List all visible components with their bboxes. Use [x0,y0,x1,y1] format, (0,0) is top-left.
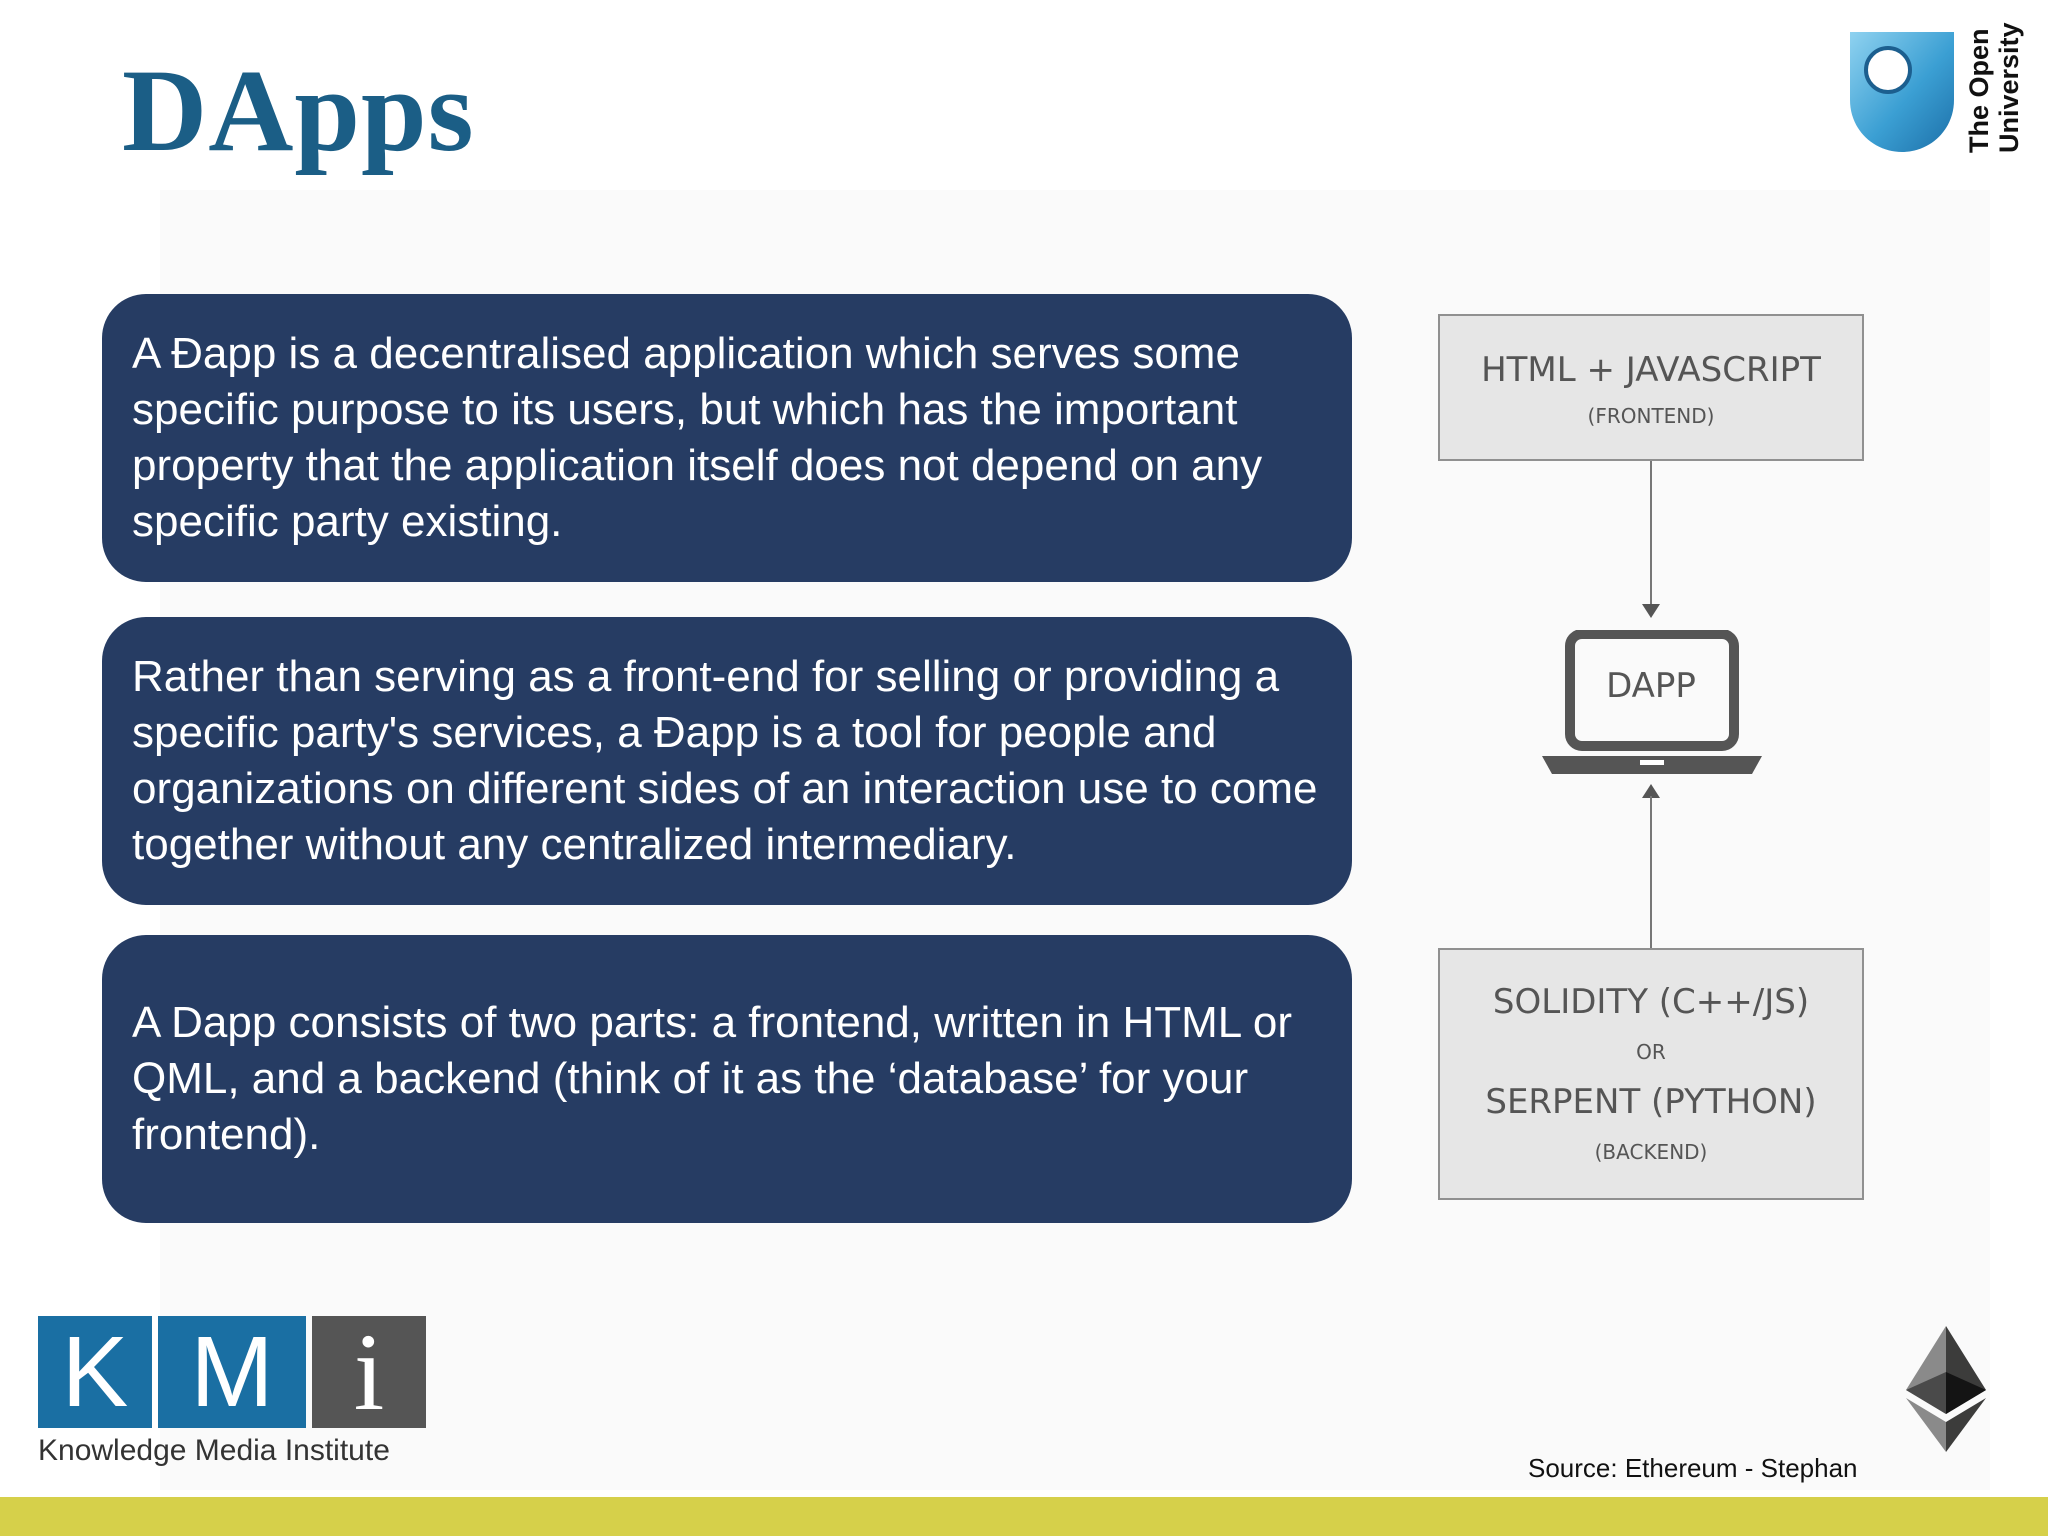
connector-line [1650,461,1652,606]
dapp-label: DAPP [1606,666,1696,706]
structure-box [102,935,1352,1223]
footer-bar [0,1497,2048,1536]
connector-line [1650,796,1652,948]
kmi-m-tile: M [158,1316,306,1428]
kmi-i-tile: i [312,1316,426,1428]
backend-subtitle: (BACKEND) [1594,1140,1708,1164]
ou-line-2: University [1994,22,2024,153]
backend-line-2: SERPENT (PYTHON) [1485,1082,1817,1122]
kmi-logo [38,1311,398,1476]
ou-shield-icon [1848,30,1956,154]
kmi-k-tile: K [38,1316,152,1428]
ou-line-1: The Open [1964,28,1994,153]
ou-wordmark [1964,22,2026,156]
ethereum-icon [1906,1326,1986,1452]
definition-box [102,294,1352,582]
backend-box [1438,948,1864,1200]
dapp-architecture-diagram [1420,300,1880,1220]
backend-or: OR [1636,1040,1666,1064]
purpose-text: Rather than serving as a front-end for selling or providing a specific party's services, a Đapp is a tool for people and organizations on different sides of an interaction use to come together without any centralized intermediary. [132,652,1318,869]
structure-text: A Dapp consists of two parts: a frontend, written in HTML or QML, and a backend (think of it as the ‘database’ for your frontend). [132,998,1292,1159]
definition-text: A Đapp is a decentralised application which serves some specific purpose to its users, but which has the important property that the application itself does not depend on any specific party existing. [132,329,1263,546]
page-title: DApps [122,45,475,176]
source-credit: Source: Ethereum - Stephan [1528,1453,1858,1483]
frontend-box [1438,314,1864,461]
frontend-title: HTML + JAVASCRIPT [1481,350,1821,390]
kmi-caption: Knowledge Media Institute [38,1434,390,1467]
backend-line-1: SOLIDITY (C++/JS) [1492,982,1810,1022]
frontend-subtitle: (FRONTEND) [1587,404,1715,428]
purpose-box [102,617,1352,905]
arrow-down-icon [1642,604,1660,618]
